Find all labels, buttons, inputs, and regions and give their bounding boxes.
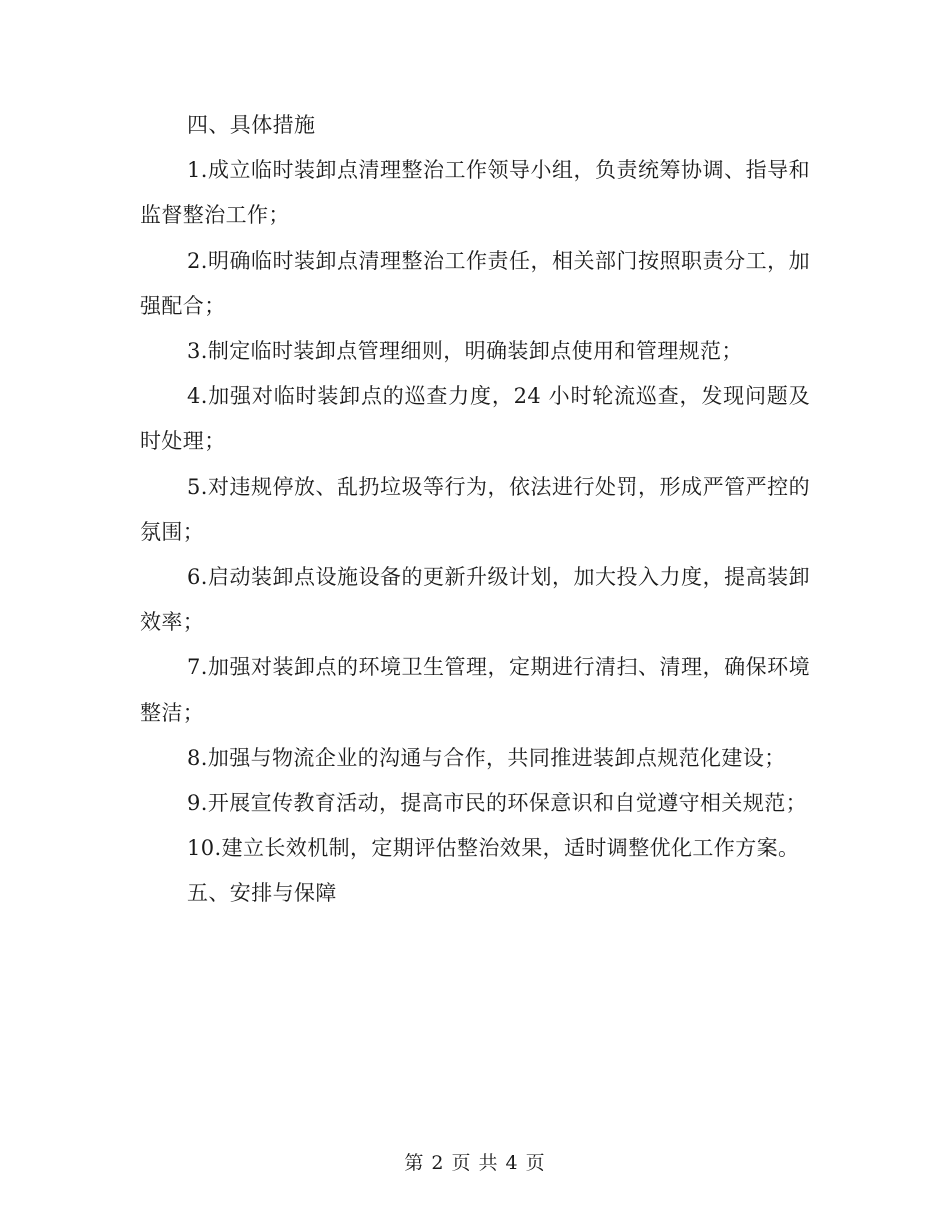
measure-item-9: 9.开展宣传教育活动，提高市民的环保意识和自觉遵守相关规范； [187,791,808,816]
measure-item-3: 3.制定临时装卸点管理细则，明确装卸点使用和管理规范； [187,339,743,364]
measure-item-6: 6.启动装卸点设施设备的更新升级计划，加大投入力度，提高装卸效率； [140,565,810,635]
section-heading-measures: 四、具体措施 [187,113,316,137]
section-heading-arrangement: 五、安排与保障 [187,881,337,906]
measure-item-10: 10.建立长效机制，定期评估整治效果，适时调整优化工作方案。 [187,836,800,861]
measure-item-1: 1.成立临时装卸点清理整治工作领导小组，负责统筹协调、指导和监督整治工作； [140,158,810,228]
measure-item-2: 2.明确临时装卸点清理整治工作责任，相关部门按照职责分工，加强配合； [140,248,810,318]
measure-item-4: 4.加强对临时装卸点的巡查力度，24 小时轮流巡查，发现问题及时处理； [140,384,810,454]
measure-item-7: 7.加强对装卸点的环境卫生管理，定期进行清扫、清理，确保环境整洁； [140,655,810,725]
measure-item-8: 8.加强与物流企业的沟通与合作，共同推进装卸点规范化建设； [187,745,786,770]
page-number-footer: 第 2 页 共 4 页 [404,1152,546,1174]
measure-item-5: 5.对违规停放、乱扔垃圾等行为，依法进行处罚，形成严管严控的氛围； [140,474,810,544]
document-body [140,103,810,917]
